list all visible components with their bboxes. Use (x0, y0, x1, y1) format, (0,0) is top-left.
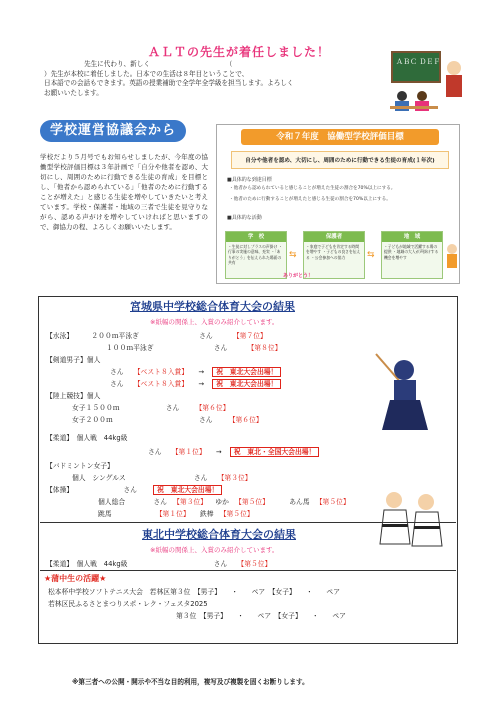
section-divider (40, 570, 456, 571)
event: 跳馬 (98, 510, 112, 518)
arigatou-label: ありがとう！ (283, 273, 314, 279)
gym-row (46, 486, 222, 495)
event: 女子１５００ｍ (72, 404, 120, 412)
rank: 【第６位】 (228, 416, 263, 424)
event: 鉄棒 (199, 510, 214, 518)
arrow: → (215, 448, 222, 456)
gym-row-3 (98, 510, 254, 519)
evaluation-goal-panel (216, 124, 460, 284)
tohoku-note: ※紙幅の関係上、入賞のみ紹介しています。 (150, 546, 279, 554)
rank: 【第７位】 (232, 332, 267, 340)
alt-line4: お願いいたします。 (44, 88, 103, 97)
badminton-row (72, 474, 252, 483)
kendo-row-1 (110, 368, 281, 377)
tohoku-title: 東北中学校総合体育大会の結果 (142, 528, 296, 541)
tohoku-judo-row (46, 560, 271, 569)
alt-body (44, 60, 374, 98)
alt-line2: ）先生が本校に着任しました。日本での生活は８年目ということで、 (44, 69, 249, 78)
judo-label: 【柔道】 個人戦 44kg級 (46, 560, 128, 568)
gym-row-2 (98, 498, 350, 507)
rank: 【第３位】 (217, 474, 252, 482)
rank: 【ベスト８入賞】 (133, 380, 189, 388)
eval-col-community (381, 231, 443, 279)
san: さん (213, 344, 228, 352)
judo-row (148, 448, 319, 457)
event: 個人総合 (98, 498, 126, 506)
result-badge: 祝 東北・全国大会出場！ (230, 447, 320, 457)
rank: 【第１位】 (171, 448, 206, 456)
active-title: ★蒲中生の活躍★ (44, 574, 107, 583)
badminton-label: 【バドミントン女子】 (46, 462, 114, 470)
active-line2: 若林区民ふるさとまつりスポ・レク・フェスタ2025 (48, 600, 208, 608)
arrow-icon: ⇆ (289, 250, 297, 260)
gym-label: 【体操】 (46, 486, 74, 494)
rank: 【第５位】 (219, 510, 254, 518)
rank: 【ベスト８入賞】 (133, 368, 189, 376)
kendo-label: 【剣道男子】個人 (46, 356, 101, 364)
eval-col-head: 学 校 (226, 232, 286, 242)
swim-row-1 (46, 332, 267, 341)
event: 個人 シングルス (72, 474, 126, 482)
eval-col-body: ・家庭で子どもを肯定する時間を増やす ・子どもの良さを伝える ・公会参加への協力 (306, 244, 361, 260)
swim-label: 【水泳】 (46, 332, 74, 340)
event: あん馬 (289, 498, 310, 506)
board-text: ＡＢＣ ＤＥＦＧ (396, 58, 448, 66)
san: さん (110, 380, 124, 388)
eval-col-head: 地 域 (382, 232, 442, 242)
meet-title: 宮城県中学校総合体育大会の結果 (130, 300, 295, 313)
track-label: 【陸上競技】個人 (46, 392, 101, 400)
san: さん (193, 474, 208, 482)
san: さん (165, 404, 180, 412)
meet-note: ※紙幅の関係上、入賞のみ紹介しています。 (150, 318, 279, 326)
alt-line3: 日本語での会話もできます。英語の授業補助で全学年全学級を担当します。よろしく (44, 79, 294, 88)
child-icon (445, 243, 459, 273)
eval-line2: ・他者のために行動することが増えたと感じる生徒の割合を70%以上にする。 (229, 197, 391, 202)
san: さん (148, 448, 162, 456)
result-badge: 祝 東北大会出場！ (153, 485, 222, 495)
rank: 【第５位】 (237, 560, 272, 568)
eval-col-head: 保護者 (304, 232, 364, 242)
san: さん (213, 560, 228, 568)
arrow-icon: ⇆ (367, 250, 375, 260)
eval-col-body: ・子どもが地域で活躍する場の提供 ・地域の大人が声掛けする機会を増やす (384, 244, 439, 260)
result-badge: 祝 東北大会出場！ (212, 367, 281, 377)
council-body: 学校だより５月号でもお知らせしましたが、今年度の協働型学校評価目標は３年計画で「自分や他者を認め、大切にし、周囲のために行動できる生徒の育成」を目標とし、「他者から認められている」「他者のために行動することが増えた」と感じる生徒を増やしていきたいと考えています。学校・保護者・地域の三者で生徒を見守りながら、認める声がけを増やしていければと思いますので、御協力の程、よろしくお願いいたします。 (40, 153, 208, 232)
swim-row-2 (106, 344, 282, 353)
judo-label: 【柔道】 個人戦 44kg級 (46, 434, 128, 442)
judo-illustration (370, 488, 450, 560)
arrow: → (198, 368, 205, 376)
eval-col-school (225, 231, 287, 279)
eval-col-body: ・生徒に対しプラスの声掛け ・行事の実施の意味、充実 ・「ありがとう」を伝えられた場面の共有 (228, 244, 283, 265)
rank: 【第５位】 (315, 498, 350, 506)
eval-header: 令和７年度 協働型学校評価目標 (241, 129, 439, 145)
event: １００ｍ平泳ぎ (106, 344, 154, 352)
eval-col-guardian (303, 231, 365, 279)
san: さん (199, 332, 213, 340)
eval-sub2: ■具体的な活動 (227, 215, 262, 221)
eval-goal: 自分や他者を認め、大切にし、周囲のために行動できる生徒の育成(１年次) (231, 151, 449, 169)
track-row-1 (72, 404, 230, 413)
council-title: 学校運営協議会から (40, 120, 186, 142)
alt-line1: 先生に代わり、新しく （ (84, 60, 233, 68)
active-line1: 松本杯中学校ソフトテニス大会 若林区第３位 【男子】 ・ ペア 【女子】 ・ ペア (48, 588, 340, 596)
rank: 【第５位】 (235, 498, 270, 506)
track-row-2 (72, 416, 263, 425)
kendo-row-2 (110, 380, 281, 389)
event: ゆか (215, 498, 229, 506)
event: ２００ｍ平泳ぎ (91, 332, 139, 340)
event: 女子２００ｍ (72, 416, 113, 424)
eval-line1: ・他者から認められていると感じることが増えた生徒の割合を70%以上にする。 (229, 186, 396, 191)
rank: 【第３位】 (173, 498, 208, 506)
san: さん (123, 486, 137, 494)
rank: 【第６位】 (195, 404, 230, 412)
san: さん (110, 368, 124, 376)
alt-title: ＡＬＴの先生が着任しました！ (148, 45, 331, 59)
result-badge: 祝 東北大会出場！ (212, 379, 281, 389)
san: さん (153, 498, 167, 506)
footer-notice: ※第三者への公開・開示や不当な目的利用，複写及び複製を固くお断りします。 (72, 678, 309, 686)
rank: 【第１位】 (155, 510, 190, 518)
section-divider (40, 522, 456, 523)
san: さん (198, 416, 213, 424)
rank: 【第８位】 (247, 344, 282, 352)
active-line3: 第３位 【男子】 ・ ペア 【女子】 ・ ペア (176, 612, 346, 620)
kendo-illustration (372, 352, 434, 432)
classroom-illustration (382, 50, 472, 112)
eval-sub1: ■具体的な到達目標 (227, 177, 272, 183)
arrow: → (198, 380, 205, 388)
